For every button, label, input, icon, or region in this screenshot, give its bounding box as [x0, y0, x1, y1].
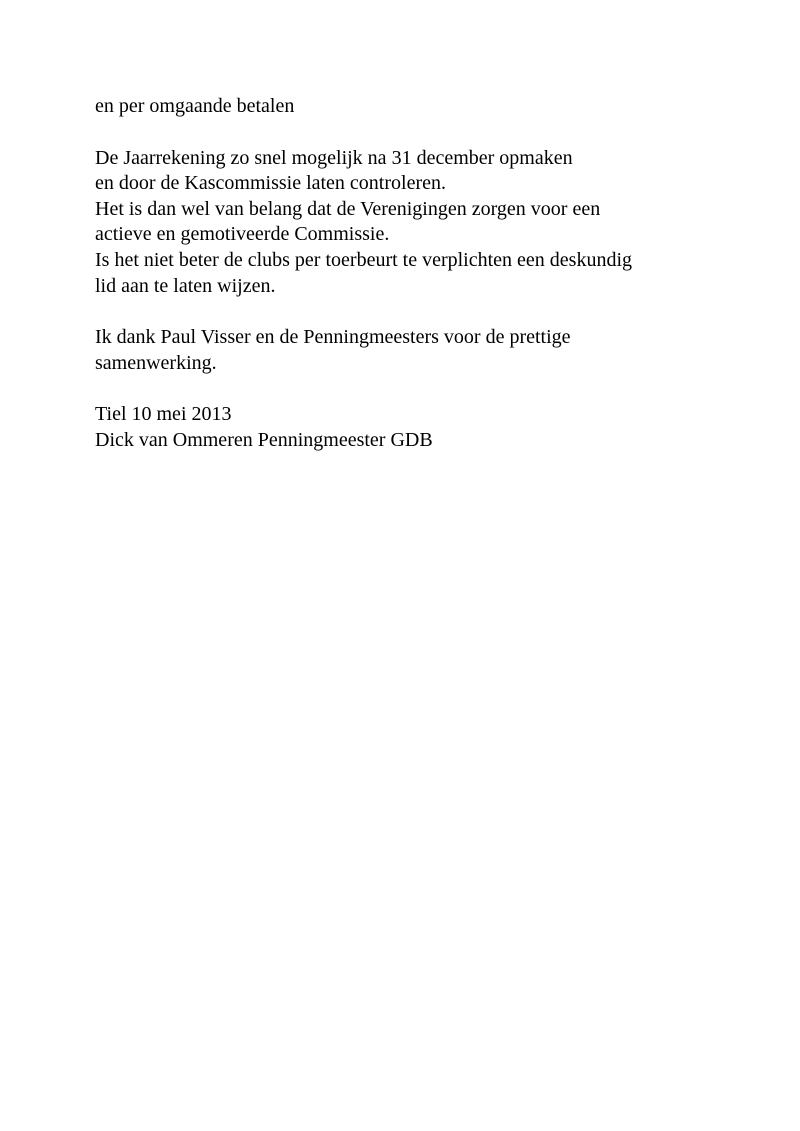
text-line: De Jaarrekening zo snel mogelijk na 31 december opmaken: [95, 146, 573, 169]
text-line: actieve en gemotiveerde Commissie.: [95, 223, 390, 246]
text-line: Ik dank Paul Visser en de Penningmeesters voor de prettige: [95, 326, 571, 349]
signature-place-date: Tiel 10 mei 2013: [95, 403, 232, 426]
text-line: Het is dan wel van belang dat de Verenigingen zorgen voor een: [95, 197, 601, 220]
paragraph-signature: [95, 402, 735, 453]
document-body: [95, 94, 735, 480]
paragraph-thanks: [95, 325, 735, 376]
text-line: samenwerking.: [95, 351, 217, 374]
text-line: lid aan te laten wijzen.: [95, 274, 276, 297]
paragraph-annual-accounts: [95, 146, 735, 300]
text-line: Is het niet beter de clubs per toerbeurt te verplichten een deskundig: [95, 248, 633, 271]
paragraph-payment: [95, 94, 735, 120]
signature-name: Dick van Ommeren Penningmeester GDB: [95, 428, 433, 451]
text-line: en door de Kascommissie laten controleren.: [95, 172, 446, 195]
text-line: en per omgaande betalen: [95, 95, 295, 117]
